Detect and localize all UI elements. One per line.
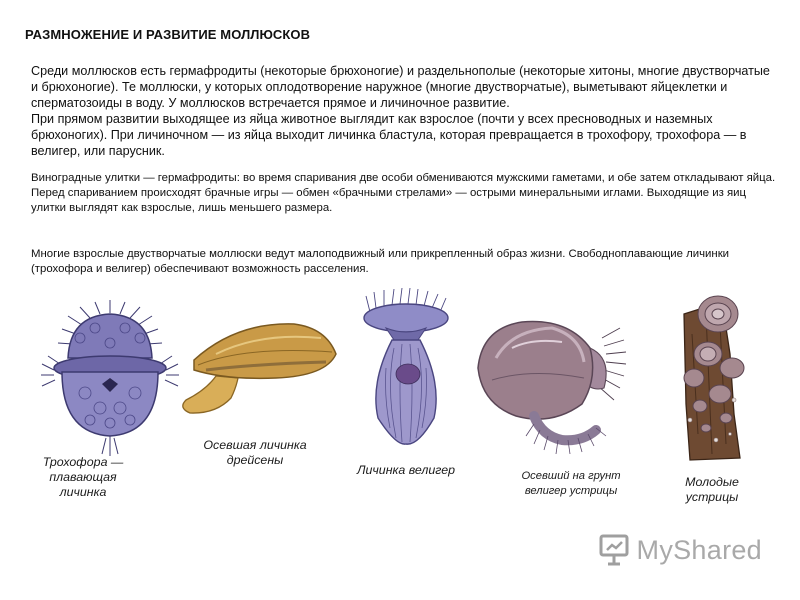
- trochophore-illustration: [40, 298, 180, 458]
- intro-text-2: При прямом развитии выходящее из яйца животное выглядит как взрослое (почти у всех пресноводных и наземных брюхоногих). При личиночном — из яйца выходит личинка бластула, которая превращается в трохофору, трохофора — в велигер, или парусник.: [31, 112, 747, 158]
- caption-young-oysters: Молодые устрицы: [685, 475, 739, 504]
- young-oysters-illustration: [670, 294, 750, 464]
- presentation-board-icon: [599, 533, 633, 567]
- caption-trochophore: Трохофора — плавающая личинка: [42, 455, 124, 499]
- page-title: РАЗМНОЖЕНИЕ И РАЗВИТИЕ МОЛЛЮСКОВ: [25, 27, 311, 42]
- dreissena-larva-illustration: [176, 318, 338, 418]
- logo-text: MyShared: [636, 534, 762, 565]
- bivalve-paragraph: Многие взрослые двустворчатые моллюски ведут малоподвижный или прикрепленный образ жизни. Свободноплавающие личинки (трохофора и велигер) обеспечивают возможность расселения.: [31, 248, 730, 275]
- caption-dreissena: Осевшая личинка дрейсены: [203, 438, 307, 467]
- watermark-logo: [599, 530, 762, 570]
- veliger-larva-illustration: [356, 288, 456, 448]
- intro-paragraph: [31, 63, 776, 159]
- oyster-veliger-illustration: [472, 308, 632, 458]
- snail-paragraph: Виноградные улитки — гермафродиты: во время спаривания две особи обмениваются мужскими гаметами, и обе затем откладывают яйца. Перед спариванием происходят брачные игры — обмен «брачными стрелами» — острыми минеральными иглами. Выходящие из яиц улитки выглядят как взрослые, лишь меньшего размера.: [31, 172, 776, 214]
- caption-veliger: Личинка велигер: [357, 463, 455, 477]
- intro-text-1: Среди моллюсков есть гермафродиты (некоторые брюхоногие) и раздельнополые (некоторые хитоны, многие двустворчатые и брюхоногие). Те моллюски, у которых оплодотворение наружное (многие двустворчатые), выметывают яйцеклетки и сперматозоиды в воду. У моллюсков встречается прямое и личиночное развитие.: [31, 64, 770, 110]
- caption-oyster-veliger: Осевший на грунт велигер устрицы: [521, 470, 621, 497]
